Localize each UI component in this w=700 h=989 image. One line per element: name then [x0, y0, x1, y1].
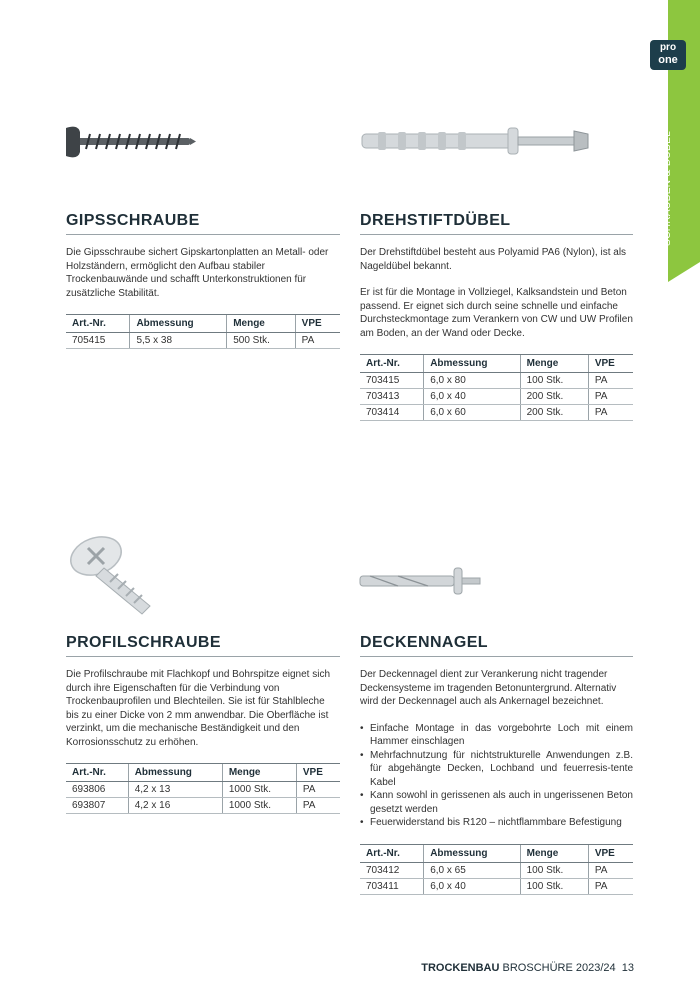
- cell-qty: 200 Stk.: [520, 389, 588, 405]
- cell-dim: 6,0 x 60: [424, 405, 520, 421]
- profile-screw-image: [62, 524, 166, 616]
- section-text: Die Gipsschraube sichert Gipskartonplatten an Metall- oder Holzständern, ermöglicht den Aufbau stabiler Trockenbauwände und schafft Unterkonstruktionen für zusätzliche Stabilität.: [66, 247, 329, 299]
- table-row: [360, 862, 633, 878]
- table-row: [66, 782, 340, 798]
- nail-anchor-image: [358, 126, 590, 156]
- col-qty: Menge: [222, 764, 296, 782]
- product-table: [66, 763, 340, 814]
- section-title: PROFILSCHRAUBE: [66, 634, 340, 657]
- page-footer: [421, 962, 634, 974]
- feature-list: [360, 722, 633, 830]
- col-art: Art.-Nr.: [66, 315, 130, 333]
- cell-qty: 100 Stk.: [520, 862, 588, 878]
- cell-dim: 6,0 x 80: [424, 373, 520, 389]
- footer-title: BROSCHÜRE 2023/24: [502, 962, 616, 974]
- cell-vpe: PA: [588, 373, 633, 389]
- section-text: Der Drehstiftdübel besteht aus Polyamid PA6 (Nylon), ist als Nageldübel bekannt.: [360, 247, 627, 272]
- brand-logo: [650, 40, 686, 70]
- product-table: [360, 844, 633, 895]
- col-vpe: VPE: [296, 764, 340, 782]
- list-item: • Feuerwiderstand bis R120 – nichtflammbare Befestigung: [360, 816, 633, 830]
- cell-vpe: PA: [588, 862, 633, 878]
- side-category-label: SCHRAUBEN & DÜBEL: [662, 130, 673, 246]
- cell-dim: 4,2 x 13: [128, 782, 222, 798]
- cell-qty: 100 Stk.: [520, 373, 588, 389]
- section-title: DREHSTIFTDÜBEL: [360, 212, 633, 235]
- cell-dim: 6,0 x 40: [424, 878, 520, 894]
- table-row: [360, 878, 633, 894]
- col-qty: Menge: [227, 315, 295, 333]
- cell-dim: 6,0 x 65: [424, 862, 520, 878]
- logo-text-top: pro: [659, 42, 677, 53]
- section-deckennagel: [360, 634, 633, 895]
- cell-qty: 1000 Stk.: [222, 782, 296, 798]
- col-dim: Abmessung: [424, 355, 520, 373]
- col-qty: Menge: [520, 844, 588, 862]
- section-text: Die Profilschraube mit Flachkopf und Bohrspitze eignet sich durch ihre Eigenschaften für die Verbindung von Trockenbauprofilen und Blechteilen. Sie ist für Stahlbleche bis zu einer Dicke von 2 mm anwendbar. Die Oberfläche ist verzinkt, um die mechanische Beständigkeit und den Korrosionsschutz zu erhöhen.: [66, 669, 331, 748]
- cell-art: 693807: [66, 798, 128, 814]
- drywall-screw-image: [64, 122, 196, 162]
- cell-dim: 4,2 x 16: [128, 798, 222, 814]
- section-drehstiftduebel: [360, 212, 633, 421]
- cell-qty: 100 Stk.: [520, 878, 588, 894]
- section-gipsschraube: [66, 212, 340, 349]
- cell-art: 693806: [66, 782, 128, 798]
- col-vpe: VPE: [295, 315, 340, 333]
- footer-brand: TROCKENBAU: [421, 962, 500, 974]
- section-title: GIPSSCHRAUBE: [66, 212, 340, 235]
- col-vpe: VPE: [588, 844, 633, 862]
- col-dim: Abmessung: [424, 844, 520, 862]
- list-item: • Mehrfachnutzung für nichtstrukturelle Anwendungen z.B. für abgehängte Decken, Lochband und feuerresis-tente Kabel: [360, 749, 633, 790]
- table-row: [66, 333, 340, 349]
- cell-vpe: PA: [588, 389, 633, 405]
- cell-vpe: PA: [588, 405, 633, 421]
- col-dim: Abmessung: [130, 315, 227, 333]
- col-vpe: VPE: [588, 355, 633, 373]
- cell-vpe: PA: [588, 878, 633, 894]
- list-item: • Einfache Montage in das vorgebohrte Loch mit einem Hammer einschlagen: [360, 722, 633, 749]
- table-row: [360, 389, 633, 405]
- cell-art: 703414: [360, 405, 424, 421]
- section-profilschraube: [66, 634, 340, 814]
- cell-dim: 5,5 x 38: [130, 333, 227, 349]
- col-art: Art.-Nr.: [66, 764, 128, 782]
- logo-text-bottom: one: [658, 54, 678, 66]
- col-dim: Abmessung: [128, 764, 222, 782]
- col-art: Art.-Nr.: [360, 844, 424, 862]
- page-number: 13: [621, 962, 634, 974]
- cell-vpe: PA: [296, 782, 340, 798]
- product-table: [360, 354, 633, 421]
- cell-art: 703411: [360, 878, 424, 894]
- col-qty: Menge: [520, 355, 588, 373]
- cell-qty: 200 Stk.: [520, 405, 588, 421]
- cell-art: 703413: [360, 389, 424, 405]
- table-row: [360, 405, 633, 421]
- product-table: [66, 314, 340, 349]
- table-row: [360, 373, 633, 389]
- cell-qty: 1000 Stk.: [222, 798, 296, 814]
- col-art: Art.-Nr.: [360, 355, 424, 373]
- cell-art: 705415: [66, 333, 130, 349]
- list-item: • Kann sowohl in gerissenen als auch in ungerissenen Beton gesetzt werden: [360, 789, 633, 816]
- cell-art: 703415: [360, 373, 424, 389]
- cell-vpe: PA: [296, 798, 340, 814]
- cell-qty: 500 Stk.: [227, 333, 295, 349]
- cell-art: 703412: [360, 862, 424, 878]
- cell-vpe: PA: [295, 333, 340, 349]
- table-row: [66, 798, 340, 814]
- section-title: DECKENNAGEL: [360, 634, 633, 657]
- section-text: Der Deckennagel dient zur Verankerung nicht tragender Deckensysteme im tragenden Betonuntergrund. Alternativ wird der Deckennagel auch als Ankernagel bezeichnet.: [360, 669, 617, 707]
- cell-dim: 6,0 x 40: [424, 389, 520, 405]
- ceiling-nail-image: [358, 566, 482, 596]
- section-text: Er ist für die Montage in Vollziegel, Kalksandstein und Beton passend. Er eignet sich durch seine schnelle und einfache Durchsteckmontage zum Verankern von CW und UW Profilen am Boden, an der Wand oder Decke.: [360, 287, 633, 339]
